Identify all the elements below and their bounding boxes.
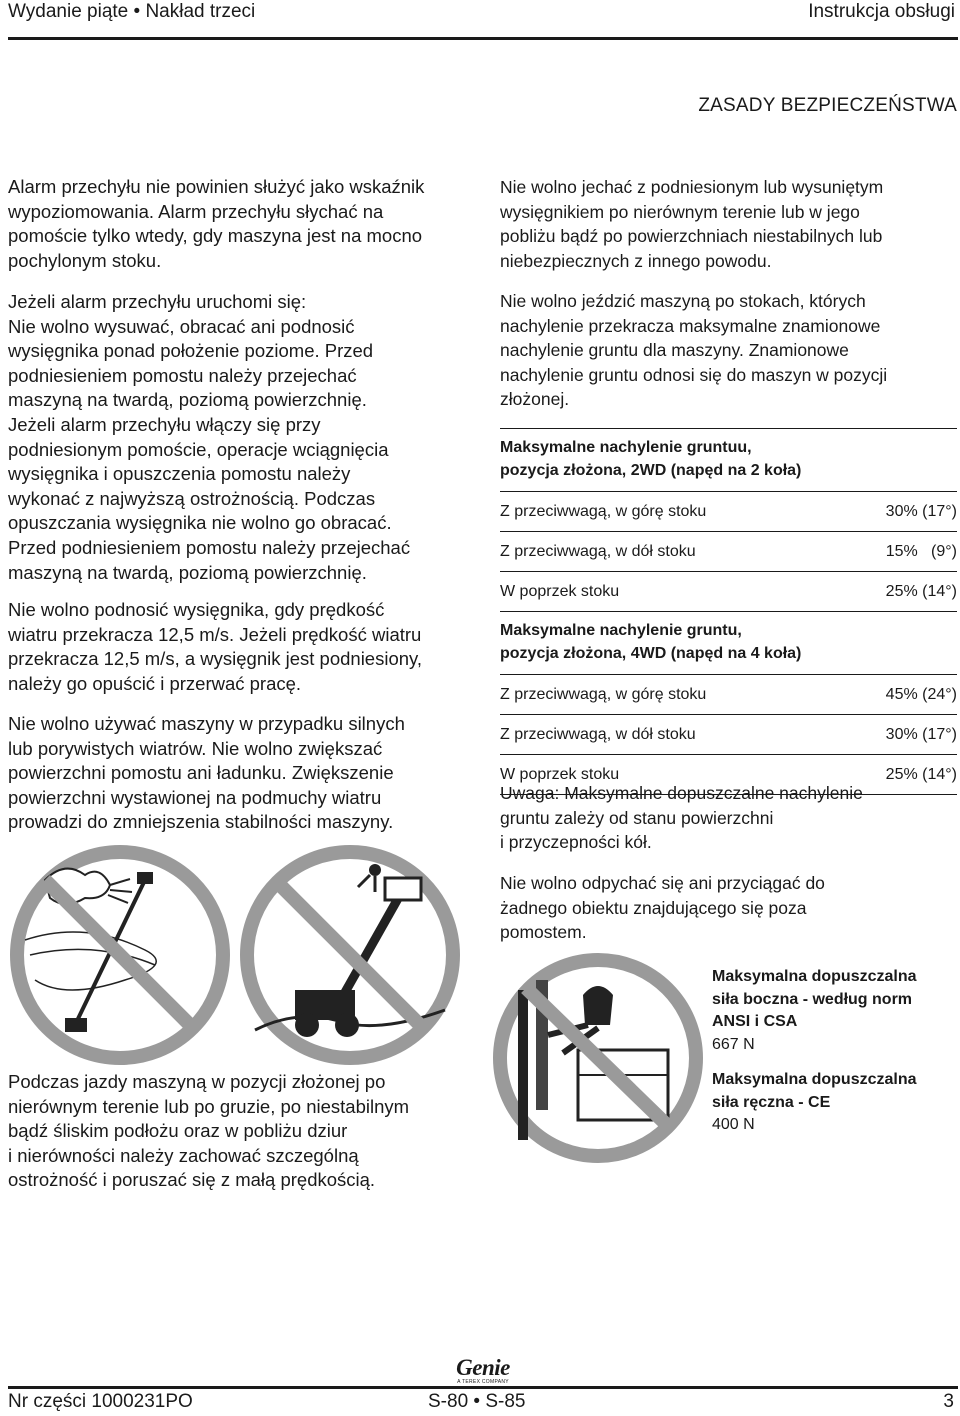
- slope-table: [500, 428, 957, 795]
- section-title: ZASADY BEZPIECZEŃSTWA: [698, 95, 957, 116]
- manual-force-ce-value: 400 N: [712, 1116, 755, 1133]
- table-row: Z przeciwwagą, w dół stoku 15% (9°): [500, 531, 957, 571]
- table-row: Z przeciwwagą, w górę stoku 30% (17°): [500, 491, 957, 531]
- footer-page-number: 3: [943, 1391, 954, 1412]
- side-force-ansi-value: 667 N: [712, 1035, 755, 1053]
- footer-part-number: Nr części 1000231PO: [8, 1391, 193, 1412]
- paragraph-wind-speed: Nie wolno podnosić wysięgnika, gdy prędkość wiatru przekracza 12,5 m/s. Jeżeli prędkość wiatru przekracza 12,5 m/s, a wysięgnik jest podniesiony, należy go opuścić i przerwać pracę.: [8, 599, 423, 694]
- left-column-block-3: [8, 598, 478, 696]
- genie-logo: Genie A TEREX COMPANY: [456, 1355, 510, 1385]
- push-pull-hazard-illustration: [488, 950, 708, 1165]
- right-column-block-1: [500, 175, 958, 273]
- paragraph-strong-winds: Nie wolno używać maszyny w przypadku silnych lub porywistych wiatrów. Nie wolno zwiększać powierzchni pomostu ani ładunku. Zwiększenie powierzchni wystawionej na podmuchy wiatru prowadzi do zmniejszenia stabilności maszyny.: [8, 713, 405, 833]
- table-4wd-heading: Maksymalne nachylenie gruntu, pozycja złożona, 4WD (napęd na 4 koła): [500, 611, 957, 674]
- header-manual-title: Instrukcja obsługi: [808, 1, 955, 22]
- left-column: [8, 175, 478, 273]
- right-column-block-3: [500, 871, 958, 945]
- table-row: Z przeciwwagą, w górę stoku 45% (24°): [500, 674, 957, 714]
- right-column-block-2: [500, 289, 958, 412]
- left-column-block-4: [8, 712, 478, 835]
- left-column-block-2: [8, 290, 478, 585]
- header-rule: [8, 37, 958, 40]
- table-row: W poprzek stoku 25% (14°): [500, 571, 957, 611]
- table-row: W poprzek stoku 25% (14°): [500, 754, 957, 795]
- manual-force-ce: Maksymalna dopuszczalna siła ręczna - CE 400 N: [712, 1069, 960, 1137]
- table-2wd-heading: Maksymalne nachylenie gruntuu, pozycja złożona, 2WD (napęd na 2 koła): [500, 428, 957, 491]
- wind-hazard-illustration: [5, 840, 235, 1070]
- paragraph-stowed-travel: Podczas jazdy maszyną w pozycji złożonej po nierównym terenie lub po gruzie, po niestabilnym bądź śliskim podłożu oraz w pobliżu dziur i nierówności należy zachować szczególną ostrożność i poruszać się z małą prędkością.: [8, 1071, 410, 1191]
- table-row: Z przeciwwagą, w dół stoku 30% (17°): [500, 714, 957, 754]
- side-force-ansi: Maksymalna dopuszczalna siła boczna - według norm ANSI i CSA 667 N: [712, 966, 960, 1056]
- right-column-note: [500, 781, 958, 855]
- paragraph-tilt-alarm: Alarm przechyłu nie powinien służyć jako wskaźnik wypoziomowania. Alarm przechyłu słychać na pomoście tylko wtedy, gdy maszyna jest na mocno pochylonym stoku.: [8, 176, 425, 271]
- slope-note: Uwaga: Maksymalne dopuszczalne nachylenie gruntu zależy od stanu powierzchni i przyczepności kół.: [500, 783, 863, 853]
- paragraph-tilt-alarm-actions: Jeżeli alarm przechyłu uruchomi się: Nie wolno wysuwać, obracać ani podnosić wysięgnika ponad położenie poziome. Przed podniesieniem pomostu należy przejechać maszyną na twardą, poziomą powierzchnię. Jeżeli alarm przechyłu włączy się przy podniesionym pomoście, operacje wciągnięcia wysięgnika i opuszczenia pomostu należy wykonać z najwyższą ostrożnością. Podczas opuszczania wysięgnika nie wolno go obracać. Przed podniesieniem pomostu należy przejechać maszyną na twardą, poziomą powierzchnię.: [8, 291, 411, 583]
- header-edition: Wydanie piąte • Nakład trzeci: [8, 1, 256, 22]
- rough-terrain-hazard-illustration: [235, 840, 465, 1070]
- footer-rule: [8, 1386, 958, 1389]
- paragraph-slope-rating: Nie wolno jeździć maszyną po stokach, których nachylenie przekracza maksymalne znamionowe nachylenie gruntu dla maszyny. Znamionowe nachylenie gruntu odnosi się do maszyn w pozycji złożonej.: [500, 291, 888, 410]
- footer-models: S-80 • S-85: [428, 1391, 526, 1412]
- left-column-block-5: [8, 1070, 478, 1193]
- paragraph-elevated-travel: Nie wolno jechać z podniesionym lub wysuniętym wysięgnikiem po nierównym terenie lub w jego pobliżu bądź po powierzchniach niestabilnych lub niebezpiecznych z innego powodu.: [500, 177, 884, 271]
- paragraph-push-pull: Nie wolno odpychać się ani przyciągać do żadnego obiektu znajdującego się poza pomostem.: [500, 873, 825, 943]
